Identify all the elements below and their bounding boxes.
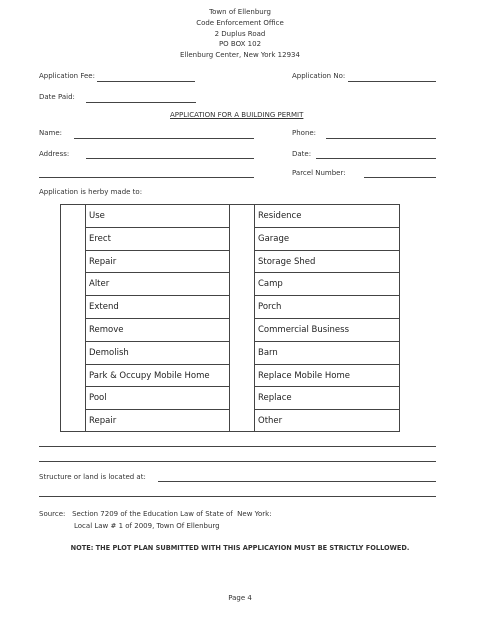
structure-type-cell: Residence <box>255 205 399 228</box>
structure-type-cell: Other <box>258 416 283 427</box>
form-title: APPLICATION FOR A BUILDING PERMIT <box>170 111 304 119</box>
address-line-2-field[interactable] <box>39 177 254 178</box>
date-paid-label: Date Paid: <box>39 93 75 101</box>
name-field[interactable] <box>74 138 254 139</box>
structure-type-cell: Replace Mobile Home <box>255 365 399 388</box>
work-type-cell: Repair <box>86 251 229 274</box>
work-type-cell: Remove <box>86 319 229 342</box>
application-fee-field[interactable] <box>97 81 195 82</box>
work-type-cell: Extend <box>86 296 229 319</box>
parcel-number-field[interactable] <box>364 177 436 178</box>
structure-location-label: Structure or land is located at: <box>39 473 146 481</box>
date-field[interactable] <box>316 158 436 159</box>
address-label: Address: <box>39 150 70 158</box>
structure-type-cell: Replace <box>255 387 399 410</box>
work-type-cell: Demolish <box>86 342 229 365</box>
work-type-cell: Repair <box>89 416 117 427</box>
structure-type-cell: Porch <box>255 296 399 319</box>
left-checkbox-column[interactable] <box>60 204 86 432</box>
structure-type-cell: Garage <box>255 228 399 251</box>
plot-plan-note: NOTE: THE PLOT PLAN SUBMITTED WITH THIS APPLICAYION MUST BE STRICTLY FOLLOWED. <box>70 544 410 552</box>
city-address: Ellenburg Center, New York 12934 <box>180 51 300 60</box>
work-type-cell: Erect <box>86 228 229 251</box>
date-label: Date: <box>292 150 312 158</box>
parcel-number-label: Parcel Number: <box>292 169 346 177</box>
name-label: Name: <box>39 129 63 137</box>
work-type-column <box>85 204 230 432</box>
street-address: 2 Duplus Road <box>214 29 266 38</box>
application-no-label: Application No: <box>292 72 346 80</box>
work-type-cell: Alter <box>86 273 229 296</box>
office-header <box>0 7 480 61</box>
source-line-2: Local Law # 1 of 2009, Town Of Ellenburg <box>74 522 220 530</box>
right-checkbox-column[interactable] <box>229 204 255 432</box>
structure-type-cell: Camp <box>255 273 399 296</box>
work-type-cell: Use <box>86 205 229 228</box>
structure-location-field[interactable] <box>158 481 436 482</box>
application-no-field[interactable] <box>348 81 436 82</box>
work-type-cell: Pool <box>86 387 229 410</box>
structure-location-line-2[interactable] <box>39 496 436 497</box>
application-fee-label: Application Fee: <box>39 72 95 80</box>
town-name: Town of Ellenburg <box>209 8 271 16</box>
po-box: PO BOX 102 <box>218 40 262 49</box>
source-line-1: Source: Section 7209 of the Education Law of State of New York: <box>39 510 272 518</box>
page-number: Page 4 <box>228 594 252 602</box>
phone-field[interactable] <box>326 138 436 139</box>
application-made-label: Application is herby made to: <box>39 188 143 196</box>
structure-type-column <box>254 204 400 432</box>
structure-type-cell: Commercial Business <box>255 319 399 342</box>
blank-line-1[interactable] <box>39 446 436 447</box>
structure-type-cell: Barn <box>255 342 399 365</box>
structure-type-cell: Storage Shed <box>255 251 399 274</box>
blank-line-2[interactable] <box>39 461 436 462</box>
date-paid-field[interactable] <box>86 102 196 103</box>
work-type-cell: Park & Occupy Mobile Home <box>86 365 229 388</box>
address-field[interactable] <box>86 158 254 159</box>
phone-label: Phone: <box>292 129 317 137</box>
office-name: Code Enforcement Office <box>196 18 284 27</box>
permit-type-table <box>60 204 400 432</box>
